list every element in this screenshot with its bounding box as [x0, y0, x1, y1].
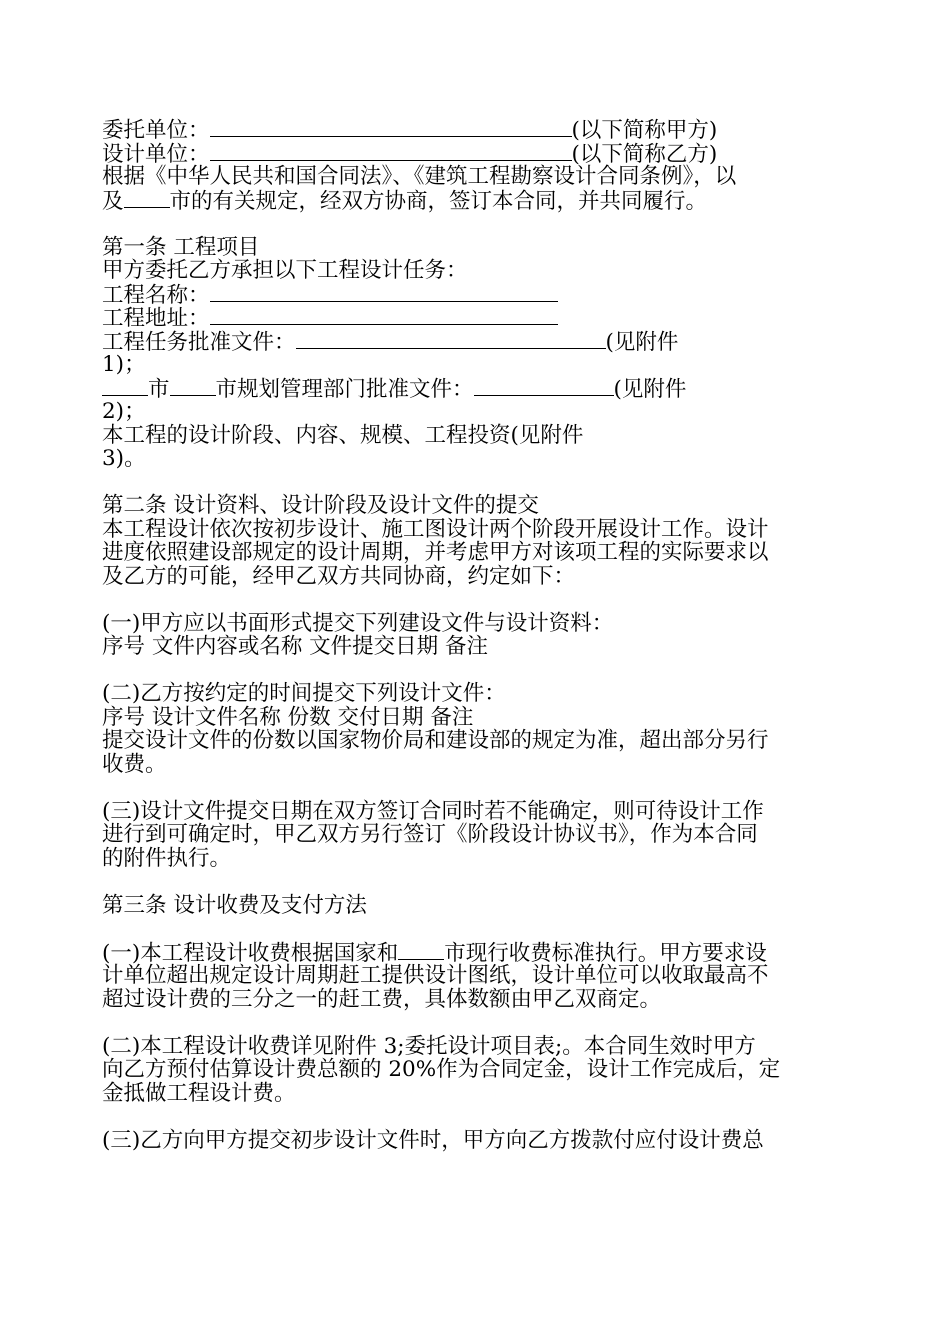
- article3-s2-line2: 向乙方预付估算设计费总额的 20%作为合同定金，设计工作完成后，定: [102, 1057, 781, 1082]
- contract-document: [102, 118, 852, 1152]
- article2-s3-line1: (三)设计文件提交日期在双方签订合同时若不能确定，则可待设计工作: [102, 798, 764, 824]
- article3-title: 第三条 设计收费及支付方法: [102, 892, 367, 918]
- project-address-line: [102, 306, 852, 330]
- approval-doc-line: [102, 330, 852, 354]
- design-unit-label: 设计单位：: [102, 141, 210, 167]
- approval-doc-label: 工程任务批准文件：: [102, 329, 296, 355]
- planning-approval-line: [102, 377, 852, 401]
- stage-line-2: 3)。: [102, 446, 146, 471]
- spacer: [102, 1011, 852, 1035]
- article1-title: 第一条 工程项目: [102, 234, 260, 260]
- article2-s2-line1: 提交设计文件的份数以国家物价局和建设部的规定为准，超出部分另行: [102, 728, 769, 753]
- stage-line: 本工程的设计阶段、内容、规模、工程投资(见附件: [102, 422, 584, 448]
- article3-city-blank: [398, 941, 444, 960]
- article2-s3-line3: 的附件执行。: [102, 845, 232, 871]
- article2-s2-headers: 序号 设计文件名称 份数 交付日期 备注: [102, 704, 474, 730]
- intro-line-1: 根据《中华人民共和国合同法》、《建筑工程勘察设计合同条例》，以: [102, 164, 737, 189]
- article2-s1-title: (一)甲方应以书面形式提交下列建设文件与设计资料：: [102, 610, 614, 636]
- client-unit-label: 委托单位：: [102, 118, 210, 143]
- article2-title: 第二条 设计资料、设计阶段及设计文件的提交: [102, 493, 539, 518]
- article2-s1-headers: 序号 文件内容或名称 文件提交日期 备注: [102, 634, 489, 659]
- spacer: [102, 917, 852, 941]
- approval-doc-blank: [296, 330, 606, 349]
- planning-city-text: 市: [148, 376, 170, 402]
- spacer: [102, 588, 852, 612]
- article2-p1-line3: 及乙方的可能，经甲乙双方共同协商，约定如下：: [102, 563, 576, 589]
- project-name-line: [102, 283, 852, 307]
- intro-line-2-prefix: 及: [102, 188, 124, 214]
- intro-line-2: [102, 189, 852, 213]
- project-name-label: 工程名称：: [102, 282, 210, 308]
- article2-s3-line2: 进行到可确定时，甲乙双方另行签订《阶段设计协议书》，作为本合同: [102, 822, 758, 847]
- design-unit-line: [102, 142, 852, 166]
- spacer: [102, 1105, 852, 1129]
- spacer: [102, 659, 852, 683]
- article3-s3-line1: (三)乙方向甲方提交初步设计文件时，甲方向乙方拨款付应付设计费总: [102, 1127, 764, 1153]
- spacer: [102, 212, 852, 236]
- spacer: [102, 471, 852, 495]
- approval-doc-line-2: 1)；: [102, 352, 146, 377]
- planning-suffix: (见附件: [613, 376, 687, 402]
- article3-s1-line1: [102, 941, 852, 965]
- article2-p1-line2: 进度依照建设部规定的设计周期，并考虑甲方对该项工程的实际要求以: [102, 540, 769, 565]
- article3-s1-line2: 计单位超出规定设计周期赶工提供设计图纸，设计单位可以收取最高不: [102, 963, 769, 988]
- design-unit-suffix: (以下简称乙方): [571, 141, 718, 167]
- planning-approval-blank: [474, 377, 614, 396]
- client-unit-line: [102, 118, 852, 142]
- design-unit-blank: [210, 142, 572, 161]
- intro-line-2-suffix: 市的有关规定，经双方协商，签订本合同，并共同履行。: [169, 188, 708, 214]
- project-address-label: 工程地址：: [102, 306, 210, 331]
- client-unit-blank: [210, 118, 572, 137]
- spacer: [102, 870, 852, 894]
- planning-approval-line-2: 2)；: [102, 399, 146, 424]
- city-blank: [124, 189, 170, 208]
- planning-mid-text: 市规划管理部门批准文件：: [215, 376, 474, 402]
- project-name-blank: [210, 283, 558, 302]
- article2-p1-line1: 本工程设计依次按初步设计、施工图设计两个阶段开展设计工作。设计: [102, 516, 769, 542]
- project-address-blank: [210, 306, 558, 325]
- article3-s1-line3: 超过设计费的三分之一的赶工费，具体数额由甲乙双商定。: [102, 986, 662, 1012]
- approval-doc-suffix: (见附件: [605, 329, 679, 355]
- article3-s2-line1: (二)本工程设计收费详见附件 3;委托设计项目表;。本合同生效时甲方: [102, 1033, 756, 1059]
- spacer: [102, 776, 852, 800]
- planning-city-blank-1: [102, 377, 148, 396]
- article3-s2-line3: 金抵做工程设计费。: [102, 1080, 296, 1106]
- article3-s1-suffix: 市现行收费标准执行。甲方要求设: [444, 940, 767, 966]
- article2-s2-title: (二)乙方按约定的时间提交下列设计文件：: [102, 681, 506, 706]
- article3-s1-prefix: (一)本工程设计收费根据国家和: [102, 940, 399, 966]
- article2-s2-line2: 收费。: [102, 751, 167, 777]
- planning-city-blank-2: [170, 377, 216, 396]
- client-unit-suffix: (以下简称甲方): [571, 118, 718, 143]
- article1-line1: 甲方委托乙方承担以下工程设计任务：: [102, 258, 468, 283]
